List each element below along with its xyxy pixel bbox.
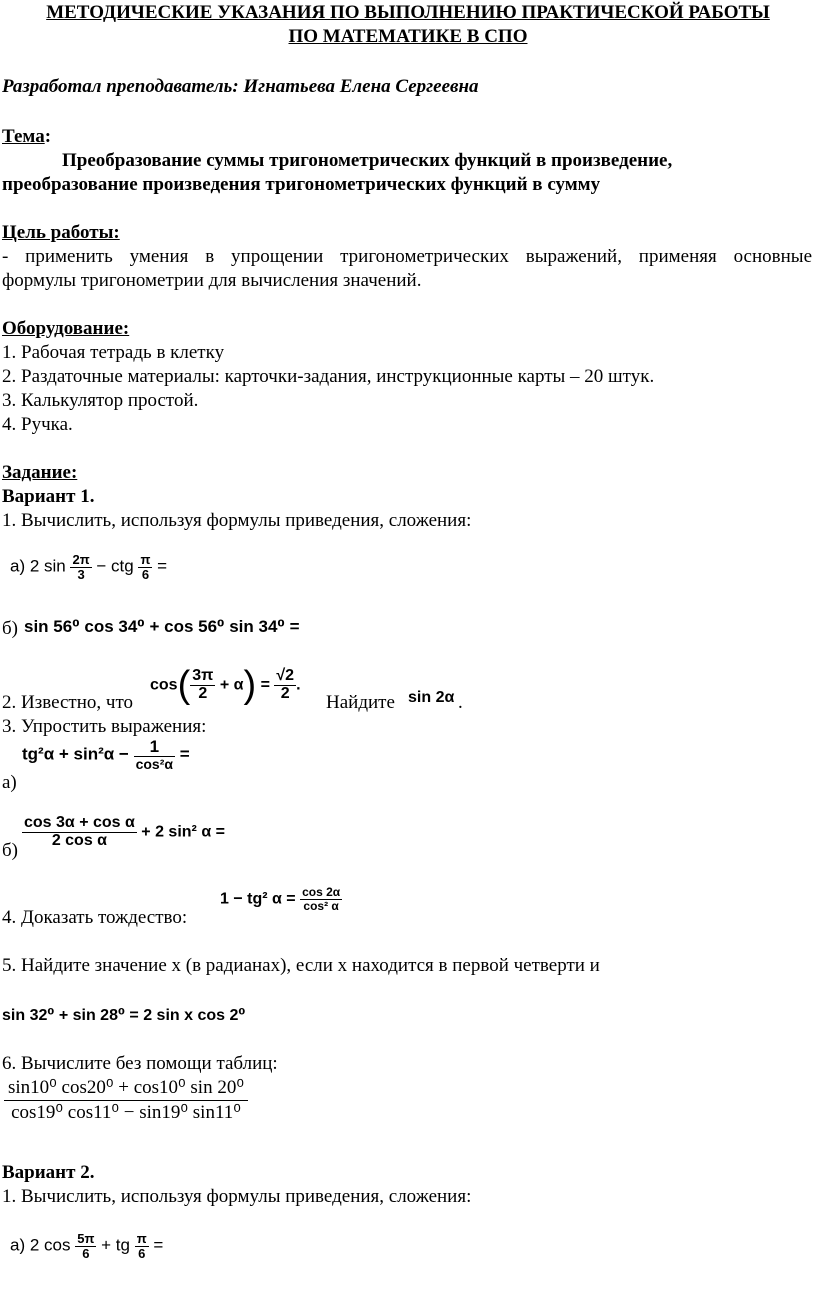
v1-t1a-num1: 2π <box>72 552 90 567</box>
topic-text-line2: преобразование произведения тригонометрических функций в сумму <box>2 174 601 195</box>
v1-task1b-formula: sin 56⁰ cos 34⁰ + cos 56⁰ sin 34⁰ = <box>24 617 300 636</box>
v1-task2-formula <box>150 664 301 707</box>
v2-t1a-frac2 <box>135 1232 149 1260</box>
v1-t2-rparen: ) <box>243 664 257 706</box>
v1-t1a-mid: − ctg <box>96 556 134 576</box>
v1-task4-text: 4. Доказать тождество: <box>2 907 188 928</box>
v1-task5-text: 5. Найдите значение x (в радианах), если x находится в первой четверти и <box>2 955 600 976</box>
v1-task2-target: sin 2α <box>408 689 455 706</box>
v1-t2-rden: 2 <box>280 685 290 702</box>
v1-t1a-end: = <box>157 556 168 576</box>
v1-t2-lparen: ( <box>177 664 191 706</box>
v2-t1a-frac1 <box>75 1232 96 1260</box>
v1-t3a-end: = <box>179 744 190 764</box>
v1-t3b-end: + 2 sin² α = <box>141 823 225 841</box>
variant1-label: Вариант 1. <box>2 486 95 507</box>
v1-task6-formula <box>4 1078 248 1123</box>
v1-t3a-den: cos²α <box>135 755 173 772</box>
v1-t2-num: 3π <box>192 667 214 685</box>
variant2-label: Вариант 2. <box>2 1162 95 1183</box>
v1-t2-frac <box>190 668 215 703</box>
v1-task2-end: . <box>458 692 463 713</box>
v1-t4-frac <box>300 886 342 912</box>
v1-task3a-formula <box>22 738 190 772</box>
v1-t3a-frac <box>134 738 175 772</box>
v1-t2-rfrac <box>274 668 296 703</box>
v1-t1a-frac2 <box>138 553 152 581</box>
v1-task1-text: 1. Вычислить, используя формулы приведения, сложения: <box>2 510 472 531</box>
v1-task3a-label: а) <box>2 772 17 793</box>
equipment-item: 4. Ручка. <box>2 414 73 435</box>
v1-task1b-label: б) <box>2 618 18 639</box>
author-line: Разработал преподаватель: Игнатьева Елена Сергеевна <box>2 76 479 97</box>
v1-task6-text: 6. Вычислите без помощи таблиц: <box>2 1053 278 1074</box>
v1-t3b-num: cos 3α + cos α <box>24 814 135 831</box>
v2-t1a-mid: + tg <box>101 1235 130 1255</box>
v1-t6-num: sin10⁰ cos20⁰ + cos10⁰ sin 20⁰ <box>4 1078 248 1101</box>
v1-task2-prefix: 2. Известно, что <box>2 692 134 713</box>
v1-t3a-left: tg²α + sin²α − <box>22 744 129 764</box>
v2-task1a-formula <box>10 1232 163 1260</box>
v1-t3b-den: 2 cos α <box>51 831 108 849</box>
v1-t6-frac <box>4 1078 248 1123</box>
goal-text-line1: - применить умения в упрощении тригонометрических выражений, применяя основные <box>2 246 812 267</box>
equipment-label: Оборудование: <box>2 318 130 339</box>
v1-t1a-num2: π <box>140 552 151 567</box>
v2-task1-text: 1. Вычислить, используя формулы приведения, сложения: <box>2 1186 472 1207</box>
doc-title-line2: ПО МАТЕМАТИКЕ В СПО <box>288 26 528 47</box>
v1-t4-num: cos 2α <box>302 885 341 899</box>
goal-text-line2: формулы тригонометрии для вычисления значений. <box>2 270 422 291</box>
task-label: Задание: <box>2 462 78 483</box>
v1-task5-formula: sin 32⁰ + sin 28⁰ = 2 sin x cos 2⁰ <box>2 1007 246 1024</box>
v2-t1a-den2: 6 <box>138 1245 146 1261</box>
v2-t1a-end: = <box>153 1235 164 1255</box>
equipment-item: 1. Рабочая тетрадь в клетку <box>2 342 225 363</box>
v1-task2-find: Найдите <box>326 692 395 713</box>
v2-t1a-prefix: а) 2 cos <box>10 1235 71 1255</box>
v1-t2-rnum: √2 <box>276 667 295 685</box>
v2-t1a-num1: 5π <box>77 1231 95 1246</box>
v1-t2-dot: . <box>296 676 301 694</box>
v1-t3a-num: 1 <box>134 738 175 757</box>
v1-t4-left: 1 − tg² α = <box>220 890 296 908</box>
topic-colon: : <box>44 126 52 147</box>
v1-task4-formula <box>220 886 342 912</box>
v1-task1a-formula <box>10 553 167 581</box>
v1-task3b-label: б) <box>2 840 18 861</box>
v1-task3-text: 3. Упростить выражения: <box>2 716 207 737</box>
v1-t2-eq: = <box>260 676 270 694</box>
v1-t2-den: 2 <box>198 685 208 702</box>
v1-t6-den: cos19⁰ cos11⁰ − sin19⁰ sin11⁰ <box>11 1101 241 1123</box>
v1-t1a-den1: 3 <box>77 566 85 582</box>
v1-t1a-prefix: а) 2 sin <box>10 556 66 576</box>
v1-t4-den: cos² α <box>303 898 339 913</box>
equipment-item: 3. Калькулятор простой. <box>2 390 199 411</box>
v1-t3b-frac <box>22 815 137 850</box>
topic-text-line1: Преобразование суммы тригонометрических функций в произведение, <box>62 150 673 171</box>
equipment-item: 2. Раздаточные материалы: карточки-задания, инструкционные карты – 20 штук. <box>2 366 655 387</box>
v1-t1a-den2: 6 <box>141 566 150 582</box>
goal-label: Цель работы: <box>2 222 120 243</box>
topic-heading <box>2 126 51 148</box>
doc-title-line1: МЕТОДИЧЕСКИЕ УКАЗАНИЯ ПО ВЫПОЛНЕНИЮ ПРАКТИЧЕСКОЙ РАБОТЫ <box>46 2 770 23</box>
v2-t1a-den1: 6 <box>82 1245 90 1261</box>
v1-t2-plus: + α <box>219 676 244 694</box>
v1-t1a-frac1 <box>70 553 91 581</box>
v2-t1a-num2: π <box>136 1231 147 1246</box>
v1-t2-cos: cos <box>150 676 178 694</box>
topic-label: Тема <box>2 126 45 147</box>
v1-task3b-formula <box>22 815 225 850</box>
